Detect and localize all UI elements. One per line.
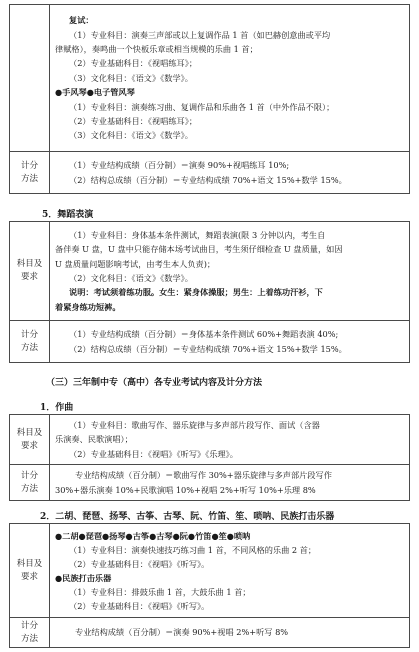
piano-requirements-table	[9, 4, 410, 194]
text-line: （3）文化科目：《语文》《数学》。	[69, 130, 193, 141]
section-heading-composition: 1．作曲	[40, 403, 74, 413]
text-line: （2）专业基础科目：《视唱》《听写》。	[69, 600, 210, 611]
text-line: 备伴奏 U 盘，U 盘中只能存储本场考试曲目，考生须仔细检查 U 盘质量，如因	[55, 244, 343, 255]
requirements-cell	[50, 5, 410, 152]
text-line: （1）专业结构成绩（百分制）＝演奏 90%+视唱练耳 10%;	[69, 160, 290, 171]
text-line: （2）文化科目：《语文》《数学》。	[69, 273, 193, 283]
text-line: （1）专业科目：身体基本条件测试，舞蹈表演(限 3 分钟以内，考生自	[69, 229, 326, 240]
text-line: （2）结构总成绩（百分制）＝专业结构成绩 70%+语文 15%+数学 15%。	[69, 174, 347, 185]
text-line: （1）专业科目：演奏三声部或以上复调作品 1 首（如巴赫创意曲或平均	[69, 29, 331, 40]
text-line: U 盘质量问题影响考试，由考生本人负责)；	[55, 258, 216, 269]
table-label-empty	[10, 5, 50, 152]
text-line: （1）专业科目：演奏快速技巧练习曲 1 首，不同风格的乐曲 2 首；	[69, 544, 317, 555]
text-line: 30%+器乐演奏 10%+民歌演唱 10%+视唱 2%+听写 10%+乐理 8%	[55, 484, 316, 495]
scoring-cell	[50, 465, 410, 501]
table-label: 计分 方法	[10, 465, 50, 501]
table-label: 科目及 要求	[10, 415, 50, 465]
table-label: 科目及 要求	[10, 524, 50, 618]
text-line: 专业结构成绩（百分制）＝歌曲写作 30%+器乐旋律与多声部片段写作	[75, 470, 332, 481]
requirements-cell	[50, 415, 410, 465]
text-line: （2）专业基础科目：《视唱》《听写》。	[69, 558, 210, 569]
table-label: 计分 方法	[10, 321, 50, 363]
instrument-heading: ●手风琴●电子管风琴	[55, 87, 135, 98]
text-line: （1）专业结构成绩（百分制）＝身体基本条件测试 60%+舞蹈表演 40%;	[69, 329, 339, 340]
table-label: 计分 方法	[10, 618, 50, 648]
text-line: （2）专业基础科目：《视唱》《听写》《乐理》。	[69, 448, 238, 459]
requirements-cell	[50, 524, 410, 618]
section-subheading: 复试：	[69, 15, 94, 26]
dance-table	[9, 221, 410, 363]
section-heading-dance: 5．舞蹈表演	[42, 210, 94, 220]
section-heading-folk-instruments: 2．二胡、琵琶、扬琴、古筝、古琴、阮、竹笛、笙、唢呐、民族打击乐器	[40, 512, 335, 522]
text-line: （1）专业科目：歌曲写作、器乐旋律与多声部片段写作、面试（含器	[69, 419, 320, 430]
scoring-cell	[50, 152, 410, 194]
text-line: （2）结构总成绩（百分制）＝专业结构成绩 70%+语文 15%+数学 15%。	[69, 343, 347, 354]
section-heading-three-year: （三）三年制中专（高中）各专业考试内容及计分方法	[46, 378, 263, 388]
table-label: 计分 方法	[10, 152, 50, 194]
scoring-cell	[50, 618, 410, 648]
table-label: 科目及 要求	[10, 222, 50, 321]
note-line: 着紧身练功短裤。	[55, 301, 121, 312]
note-line: 说明：考试须着练功服。女生：紧身体操服；男生：上着练功汗衫，下	[69, 287, 323, 298]
text-line: （1）专业科目：演奏练习曲、复调作品和乐曲各 1 首（中外作品不限）；	[69, 101, 335, 112]
composition-table	[9, 414, 410, 501]
scoring-cell	[50, 321, 410, 363]
text-line: 乐演奏、民歌演唱）；	[55, 434, 133, 445]
folk-instruments-table	[9, 523, 410, 648]
text-line: （2）专业基础科目：《视唱练耳》；	[69, 116, 198, 127]
instrument-heading: ●二胡●琵琶●扬琴●古筝●古琴●阮●竹笛●笙●唢呐	[55, 530, 251, 541]
requirements-cell	[50, 222, 410, 321]
text-line: （2）专业基础科目：《视唱练耳》；	[69, 58, 198, 69]
instrument-heading: ●民族打击乐器	[55, 572, 112, 583]
text-line: 律赋格），奏鸣曲一个快板乐章或相当规模的乐曲 1 首；	[55, 43, 258, 54]
text-line: 专业结构成绩（百分制）＝演奏 90%+视唱 2%+听写 8%	[75, 627, 289, 638]
text-line: （1）专业科目：排鼓乐曲 1 首，大鼓乐曲 1 首；	[69, 586, 251, 597]
text-line: （3）文化科目：《语文》《数学》。	[69, 72, 193, 83]
